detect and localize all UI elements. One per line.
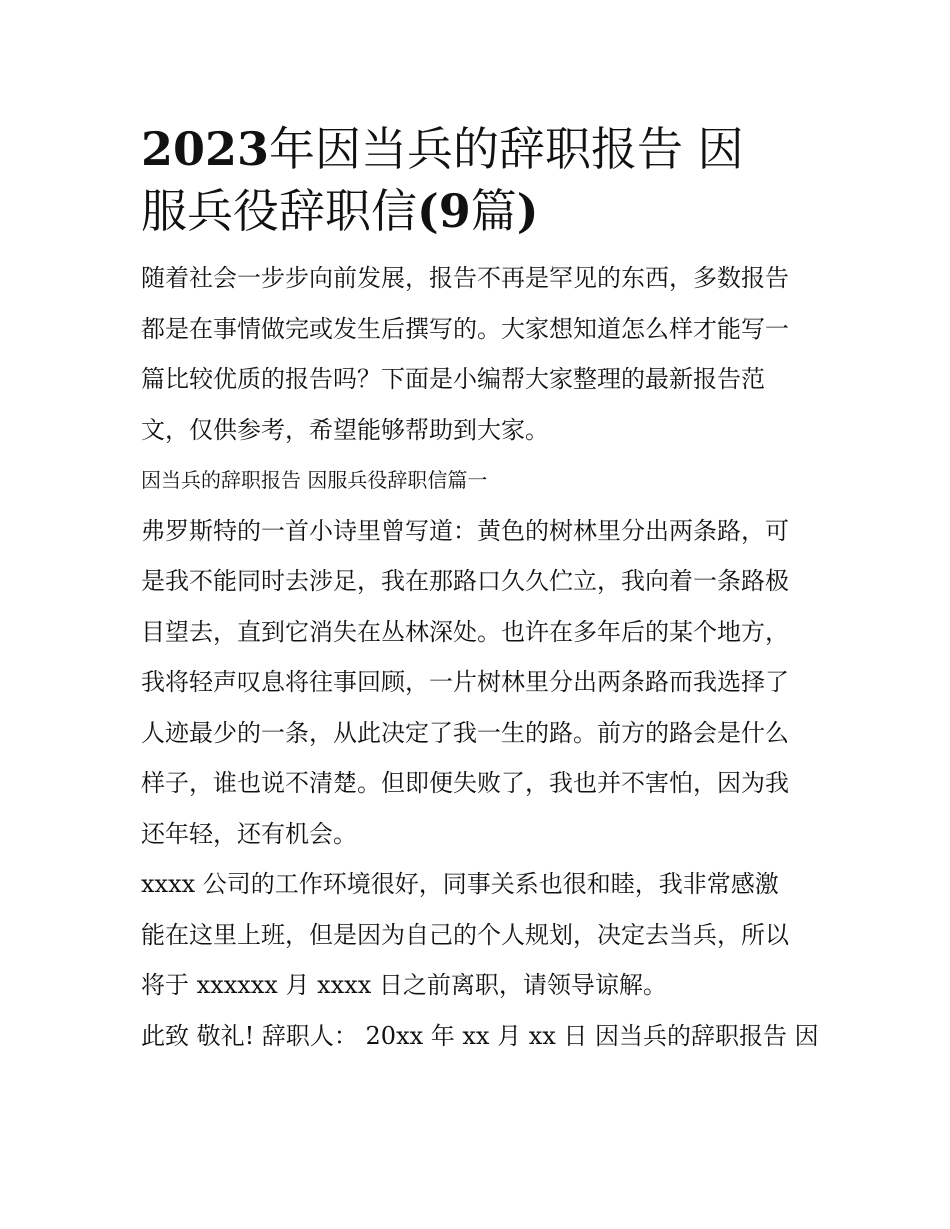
- document-title: [141, 118, 821, 242]
- title-year: 2023: [141, 122, 270, 176]
- section-heading: 因当兵的辞职报告 因服兵役辞职信篇一: [141, 468, 488, 492]
- title-line-2: [141, 180, 821, 242]
- body-paragraph-2: [141, 859, 821, 1011]
- document-page: [141, 118, 821, 1061]
- title-line-2-text: 服兵役辞职信: [141, 184, 417, 238]
- paragraph-line: 目望去，直到它消失在丛林深处。也许在多年后的某个地方，: [141, 617, 789, 646]
- title-line-1-text: 年因当兵的辞职报告 因: [269, 122, 744, 176]
- paragraph-line: 还年轻，还有机会。: [141, 819, 357, 848]
- title-line-1: [141, 118, 821, 180]
- intro-line: 篇比较优质的报告吗？下面是小编帮大家整理的最新报告范: [141, 365, 765, 393]
- intro-line: 都是在事情做完或发生后撰写的。大家想知道怎么样才能写一: [141, 314, 789, 343]
- intro-paragraph: [141, 253, 821, 455]
- body-paragraph-3: [141, 1011, 821, 1062]
- paragraph-line: 人迹最少的一条，从此决定了我一生的路。前方的路会是什么: [141, 718, 789, 747]
- paragraph-line: 将于 xxxxxx 月 xxxx 日之前离职，请领导谅解。: [141, 971, 667, 999]
- paragraph-line: 我将轻声叹息将往事回顾，一片树林里分出两条路而我选择了: [141, 668, 789, 696]
- title-count-open: (9: [417, 184, 471, 238]
- body-paragraph-1: [141, 506, 821, 860]
- paragraph-line: xxxx 公司的工作环境很好，同事关系也很和睦，我非常感激: [141, 870, 779, 898]
- paragraph-line: 样子，谁也说不清楚。但即便失败了，我也并不害怕，因为我: [141, 769, 789, 797]
- paragraph-line: 能在这里上班，但是因为自己的个人规划，决定去当兵，所以: [141, 920, 789, 949]
- intro-line: 文，仅供参考，希望能够帮助到大家。: [141, 415, 549, 444]
- paragraph-line: 是我不能同时去涉足，我在那路口久久伫立，我向着一条路极: [141, 567, 789, 595]
- paragraph-line: 弗罗斯特的一首小诗里曾写道：黄色的树林里分出两条路，可: [141, 516, 789, 545]
- paragraph-line: 此致 敬礼! 辞职人： 20xx 年 xx 月 xx 日 因当兵的辞职报告 因: [141, 1021, 819, 1050]
- title-count-close: ): [516, 184, 539, 238]
- title-count-unit: 篇: [470, 184, 517, 238]
- intro-line: 随着社会一步步向前发展，报告不再是罕见的东西，多数报告: [141, 264, 789, 292]
